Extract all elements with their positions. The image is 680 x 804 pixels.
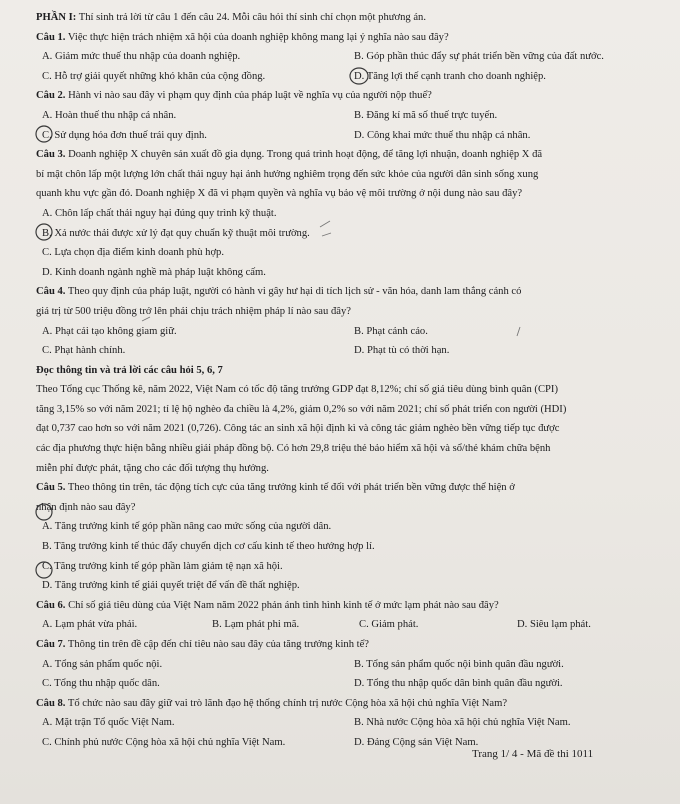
option-c: C. Tổng thu nhập quốc dân. [42, 678, 160, 690]
option-c: C. Chính phủ nước Cộng hòa xã hội chủ nghĩa Việt Nam. [42, 736, 286, 748]
answer-circle-q2 [36, 126, 52, 142]
question-text: Chỉ số giá tiêu dùng của Việt Nam năm 2022 phản ánh tình hình kinh tế ở mức lạm phát nào sau đây? [65, 599, 499, 611]
reading-line-4: các địa phương thực hiện bằng nhiều giải pháp đồng bộ. Có hơn 29,8 triệu thẻ bảo hiểm xã hội và sổ/thẻ khám chữa bệnh [36, 443, 551, 455]
option-d: D. Tăng lợi thế cạnh tranh cho doanh nghiệp. [354, 70, 546, 82]
pencil-tick-q4-d [517, 327, 520, 336]
question-label: Câu 8. [36, 697, 66, 709]
option-b: B. Tăng trưởng kinh tế thúc đẩy chuyển dịch cơ cấu kinh tế theo hướng hợp lí. [42, 541, 375, 553]
question-label: Câu 6. [36, 599, 66, 611]
answer-circle-q3 [36, 224, 52, 240]
answer-circle-q5-d [36, 562, 52, 578]
option-b: B. Phạt cảnh cáo. [354, 325, 428, 337]
option-b: B. Tổng sản phẩm quốc nội bình quân đầu người. [354, 658, 564, 670]
question-text: Doanh nghiệp X chuyên sản xuất đồ gia dụng. Trong quá trình hoạt động, để tăng lợi nhuận, doanh nghiệp X đã [65, 149, 543, 161]
option-b: B. Đăng kí mã số thuế trực tuyến. [354, 109, 498, 121]
option-a: A. Hoàn thuế thu nhập cá nhân. [42, 109, 177, 121]
pencil-tick-q3 [320, 221, 331, 236]
option-c: C. Giảm phát. [359, 619, 419, 631]
reading-line-3: đạt 0,737 cao hơn so với năm 2021 (0,726). Công tác an sinh xã hội định kì và công tác giảm nghèo bền vững tiếp tục được [36, 423, 560, 435]
question-text: Tổ chức nào sau đây giữ vai trò lãnh đạo hệ thống chính trị nước Cộng hòa xã hội chủ nghĩa Việt Nam? [65, 697, 508, 709]
question-3-stem-line-3: quanh khu vực gần đó. Doanh nghiệp X đã vi phạm quyền và nghĩa vụ bảo vệ môi trường ở nội dung nào sau đây? [36, 188, 523, 200]
option-c: C. Tăng trưởng kinh tế góp phần làm giảm tệ nạn xã hội. [42, 560, 283, 572]
option-b: B. Lạm phát phi mã. [212, 619, 300, 631]
question-text: Việc thực hiện trách nhiệm xã hội của doanh nghiệp không mang lại ý nghĩa nào sau đây? [65, 31, 449, 43]
pencil-tick-q4 [142, 317, 150, 321]
option-d: D. Công khai mức thuế thu nhập cá nhân. [354, 129, 531, 141]
question-text: Theo quy định của pháp luật, người có hành vi gây hư hại di tích lịch sử - văn hóa, danh lam thắng cảnh có [65, 286, 522, 298]
question-label: Câu 4. [36, 286, 66, 298]
question-3-stem-line-2: bí mật chôn lấp một lượng lớn chất thải nguy hại ảnh hưởng nghiêm trọng đến sức khỏe của người dân sinh sống xung [36, 168, 539, 180]
question-5-stem-line-2: nhận định nào sau đây? [36, 501, 136, 513]
question-text: Thông tin trên đề cập đến chỉ tiêu nào sau đây của tăng trưởng kinh tế? [65, 639, 369, 650]
option-a: A. Chôn lấp chất thải nguy hại đúng quy trình kỹ thuật. [42, 207, 277, 219]
reading-line-2: tăng 3,15% so với năm 2021; tỉ lệ hộ nghèo đa chiều là 4,2%, giảm 0,2% so với năm 2021; chỉ số phát triển con người (HDI) [36, 403, 567, 415]
section-title: PHẦN I: [36, 12, 77, 23]
option-a: A. Mặt trận Tổ quốc Việt Nam. [42, 717, 175, 729]
option-d: D. Tăng trưởng kinh tế giải quyết triệt để vấn đề thất nghiệp. [42, 580, 300, 592]
option-c: C. Hỗ trợ giải quyết những khó khăn của cộng đồng. [42, 70, 266, 82]
question-label: Câu 1. [36, 31, 66, 43]
question-4-stem-line-2: giá trị từ 500 triệu đồng trở lên phải chịu trách nhiệm pháp lí nào sau đây? [36, 305, 351, 317]
option-a: A. Giảm mức thuế thu nhập của doanh nghiệp. [42, 51, 241, 63]
reading-line-1: Theo Tổng cục Thống kê, năm 2022, Việt Nam có tốc độ tăng trưởng GDP đạt 8,12%; chỉ số giá tiêu dùng bình quân (CPI) [36, 384, 558, 396]
question-label: Câu 7. [36, 639, 66, 650]
option-a: A. Tổng sản phẩm quốc nội. [42, 658, 163, 670]
reading-heading: Đọc thông tin và trả lời các câu hỏi 5, 6, 7 [36, 364, 223, 376]
question-label: Câu 3. [36, 149, 66, 161]
option-a: A. Tăng trưởng kinh tế góp phần nâng cao mức sống của người dân. [42, 521, 332, 533]
option-d: D. Kinh doanh ngành nghề mà pháp luật không cấm. [42, 266, 266, 278]
page-footer: Trang 1/ 4 - Mã đề thi 1011 [472, 748, 594, 760]
option-b: B. Nhà nước Cộng hòa xã hội chủ nghĩa Việt Nam. [354, 717, 571, 729]
option-b: B. Xả nước thải được xử lý đạt quy chuẩn kỹ thuật môi trường. [42, 227, 310, 239]
question-label: Câu 2. [36, 90, 66, 102]
option-a: A. Lạm phát vừa phải. [42, 619, 138, 631]
reading-line-5: miễn phí được phát, tặng cho các đối tượng thụ hưởng. [36, 462, 269, 474]
question-text: Theo thông tin trên, tác động tích cực của tăng trưởng kinh tế đối với phát triển bền vững được thể hiện ở [65, 482, 515, 494]
option-d: D. Tổng thu nhập quốc dân bình quân đầu người. [354, 678, 563, 690]
section-intro: Thí sinh trả lời từ câu 1 đến câu 24. Mỗi câu hỏi thí sinh chỉ chọn một phương án. [76, 12, 426, 23]
option-c: C. Lựa chọn địa điểm kinh doanh phù hợp. [42, 247, 224, 259]
question-text: Hành vi nào sau đây vi phạm quy định của pháp luật về nghĩa vụ của người nộp thuế? [65, 90, 432, 102]
option-d: D. Phạt tù có thời hạn. [354, 345, 450, 357]
answer-circle-q5 [36, 504, 52, 520]
option-c: C. Phạt hành chính. [42, 345, 126, 357]
question-label: Câu 5. [36, 482, 66, 494]
option-d: D. Siêu lạm phát. [517, 619, 591, 631]
option-a: A. Phạt cải tạo không giam giữ. [42, 325, 177, 337]
option-b: B. Góp phần thúc đẩy sự phát triển bền vững của đất nước. [354, 51, 604, 63]
option-c: C. Sử dụng hóa đơn thuế trái quy định. [42, 129, 207, 141]
option-d: D. Đảng Cộng sản Việt Nam. [354, 736, 479, 748]
answer-circle-q1 [350, 68, 368, 84]
